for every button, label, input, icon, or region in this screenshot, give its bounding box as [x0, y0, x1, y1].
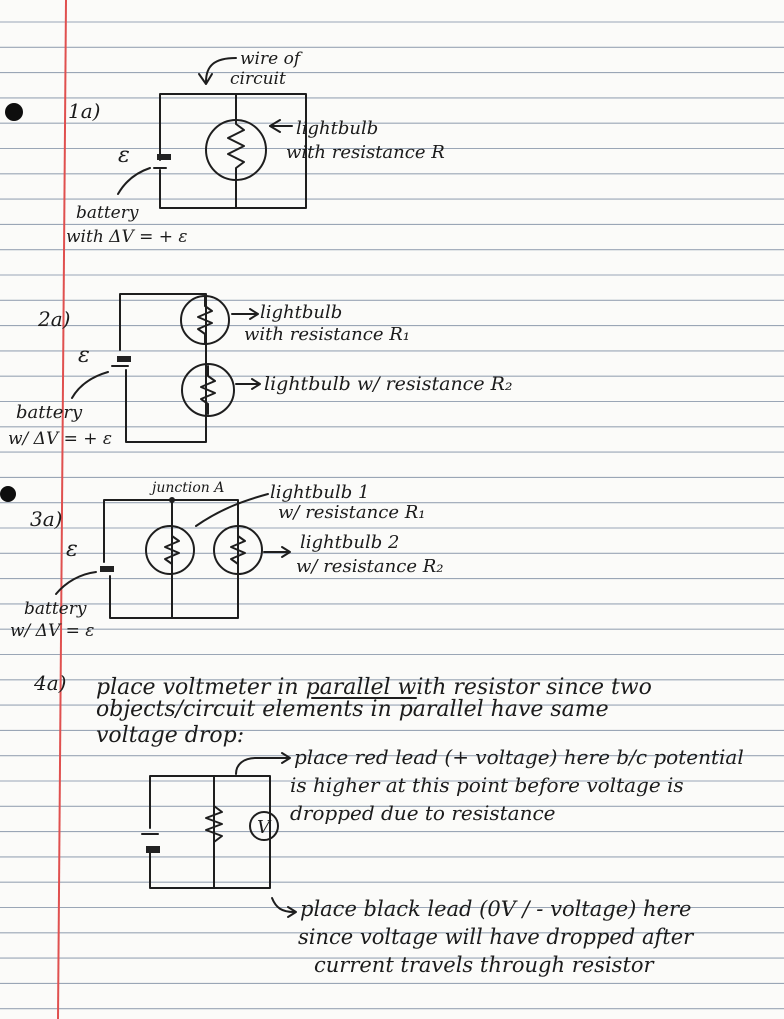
emf-3a: ε — [66, 537, 78, 562]
problem-4a — [33, 671, 744, 977]
problem-4a-text-3: voltage drop: — [96, 723, 245, 748]
junction-a-dot — [169, 497, 175, 503]
voltmeter-symbol: V — [257, 817, 270, 838]
red-lead-arrow — [236, 758, 288, 774]
bulb-3a-1-label-1: lightbulb 1 — [270, 482, 370, 503]
resistor-3a-2 — [231, 526, 245, 574]
bulb-2a-1-label-1: lightbulb — [260, 302, 343, 323]
red-lead-text-3: dropped due to resistance — [290, 801, 556, 825]
battery-3a-cell — [100, 566, 114, 572]
battery-1a-cell — [157, 154, 171, 160]
bulb-3a-1-arrow — [196, 494, 268, 526]
battery-1a-label-1: battery — [76, 203, 139, 223]
problem-3a-label: 3a) — [30, 507, 63, 531]
junction-label: junction A — [152, 480, 225, 496]
red-lead-text-1: place red lead (+ voltage) here b/c potential — [294, 745, 744, 769]
emf-2a: ε — [78, 343, 90, 368]
battery-4a-cell — [146, 846, 160, 853]
battery-1a-label-2: with ΔV = + ε — [66, 227, 188, 247]
bulb-3a-2-label-1: lightbulb 2 — [300, 532, 400, 553]
bulb-2a-2-label: lightbulb w/ resistance R₂ — [264, 373, 513, 395]
problem-4a-label: 4a) — [34, 671, 67, 695]
problem-3a — [10, 480, 443, 641]
bulb-1a-label-2: with resistance R — [286, 142, 445, 163]
battery-2a-label-1: battery — [16, 402, 83, 423]
emf-1a: ε — [118, 143, 130, 168]
resistor-2a-2 — [201, 366, 215, 414]
black-lead-text-3: current travels through resistor — [314, 953, 654, 977]
problem-4a-text-1: place voltmeter in parallel with resistor since two — [96, 675, 652, 700]
problem-4a-text-2: objects/circuit elements in parallel have same — [96, 697, 609, 722]
red-lead-text-2: is higher at this point before voltage is — [290, 773, 684, 797]
resistor-3a-1 — [165, 526, 179, 574]
wire-1a-label-2: circuit — [230, 69, 286, 89]
resistor-1a — [228, 94, 244, 208]
black-lead-text-1: place black lead (0V / - voltage) here — [300, 897, 692, 921]
battery-1a-arrow — [118, 168, 150, 194]
bulb-3a-1-label-2: w/ resistance R₁ — [278, 502, 426, 523]
bulb-2a-1-label-2: with resistance R₁ — [244, 324, 410, 345]
bulb-3a-2-label-2: w/ resistance R₂ — [296, 556, 444, 577]
punch-hole-middle — [0, 486, 16, 502]
problem-2a-label: 2a) — [38, 307, 71, 331]
black-lead-text-2: since voltage will have dropped after — [298, 925, 694, 949]
battery-2a-cell — [117, 356, 131, 362]
black-lead-arrow — [272, 898, 294, 912]
resistor-2a-1 — [198, 296, 212, 344]
battery-3a-label-2: w/ ΔV = ε — [10, 621, 95, 641]
battery-3a-label-1: battery — [24, 599, 87, 619]
problem-1a-label: 1a) — [68, 99, 101, 123]
punch-hole-top — [5, 103, 23, 121]
battery-2a-label-2: w/ ΔV = + ε — [8, 429, 113, 449]
wire-1a-label-1: wire of — [240, 49, 301, 69]
bulb-1a-label-1: lightbulb — [296, 118, 379, 139]
problem-2a — [8, 294, 513, 449]
